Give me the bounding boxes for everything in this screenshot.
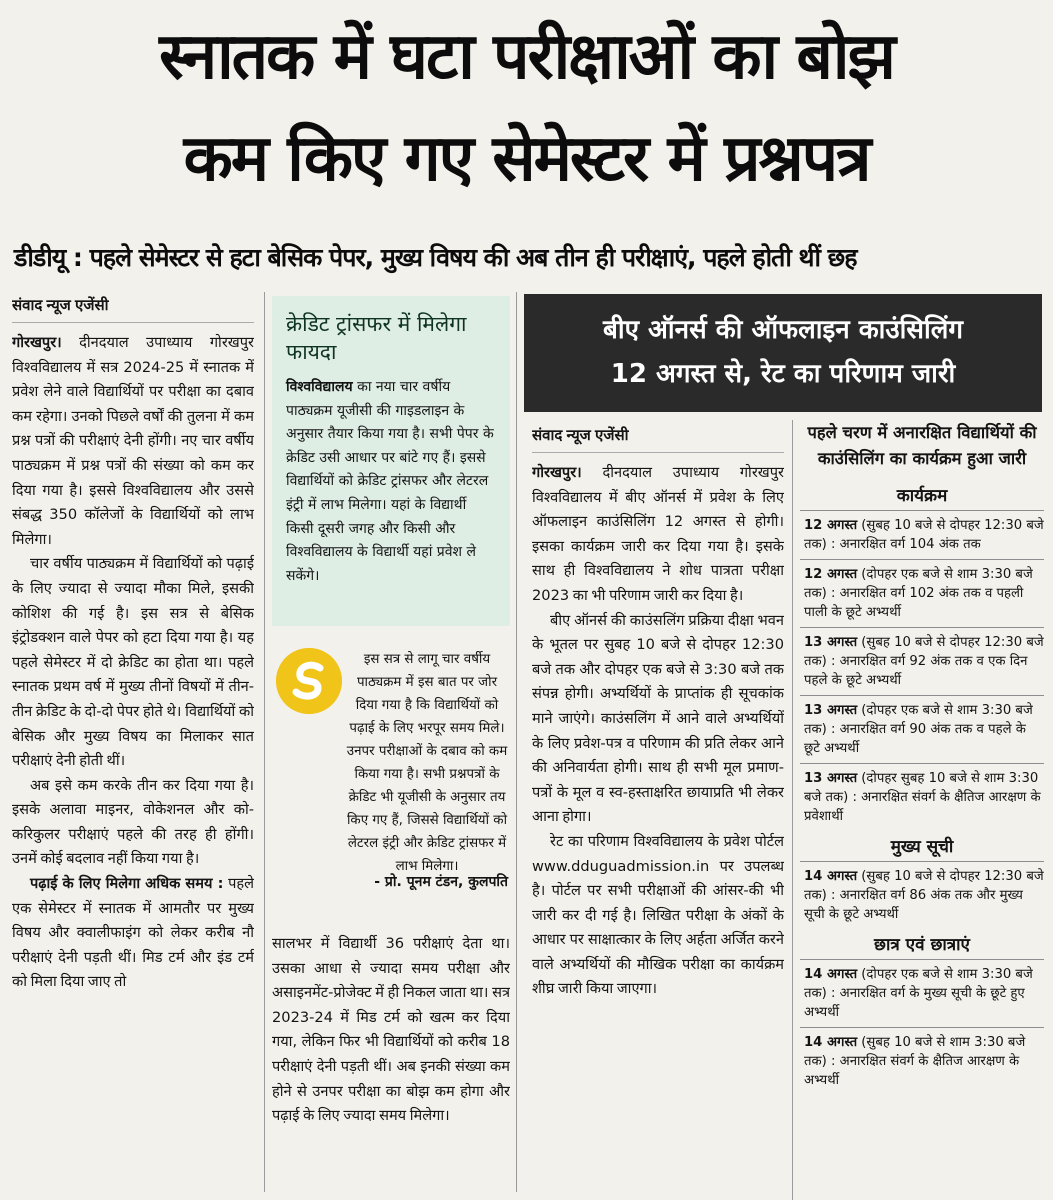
main-article-column	[12, 294, 254, 1194]
credit-transfer-box	[272, 296, 510, 626]
column-rule	[264, 292, 265, 1192]
schedule-item	[800, 559, 1044, 627]
schedule-date: 14 अगस्त	[804, 1035, 858, 1050]
dateline: गोरखपुर।	[532, 464, 582, 481]
schedule-section-main-list: मुख्य सूची	[890, 837, 954, 857]
main-paragraph-2: चार वर्षीय पाठ्यक्रम में विद्यार्थियों को पढ़ाई के लिए ज्यादा से ज्यादा मौका मिले, इसकी कोशिश की गई है। इस सत्र से बेसिक इंट्रोडक्शन वाले पेपर को हटा दिया गया है। यह पहले सेमेस्टर में दो क्रेडिट का होता था। पहले स्नातक प्रथम वर्ष में मुख्य तीनों विषयों में तीन-तीन क्रेडिट के दो-दो पेपर होते थे। विद्यार्थियों को बेसिक और मुख्य विषय का मिलाकर सात परीक्षाएं देनी होती थीं।	[12, 555, 254, 770]
schedule-list-3	[800, 959, 1044, 1095]
schedule-date: 12 अगस्त	[804, 567, 858, 582]
schedule-item	[800, 861, 1044, 929]
subsection-lead: पढ़ाई के लिए मिलेगा अधिक समय :	[30, 875, 224, 893]
column-rule	[516, 292, 517, 1192]
quote-author: - प्रो. पूनम टंडन, कुलपति	[374, 874, 508, 890]
counselling-article-column	[532, 424, 784, 1194]
schedule-text: (दोपहर एक बजे से शाम 3:30 बजे तक) : अनारक्षित वर्ग के मुख्य सूची के छूटे हुए अभ्यर्थी	[804, 967, 1033, 1020]
counselling-paragraph-2: बीए ऑनर्स की काउंसलिंग प्रक्रिया दीक्षा भवन के भूतल पर सुबह 10 बजे से दोपहर 12:30 बजे तक और दोपहर एक बजे से 3:30 बजे तक संपन्न होगी। अभ्यर्थियों के प्राप्तांक ही सूचकांक माने जाएंगे। काउंसलिंग में आने वाले अभ्यर्थियों के लिए प्रवेश-पत्र व परिणाम की प्रति लेकर आने की अनिवार्यता होगी। साथ ही सभी मूल प्रमाण-पत्रों के मूल व स्व-हस्ताक्षरित छायाप्रति भी लेकर आना होगा।	[532, 611, 784, 826]
headline-line-2: कम किए गए सेमेस्टर में प्रश्नपत्र	[183, 122, 870, 196]
schedule-text: (सुबह 10 बजे से दोपहर 12:30 बजे तक) : अनारक्षित वर्ग 104 अंक तक	[804, 518, 1044, 552]
banner-line-1: बीए ऑनर्स की ऑफलाइन काउंसिलिंग	[603, 315, 963, 345]
vc-quote	[276, 648, 508, 908]
schedule-heading: पहले चरण में अनारक्षित विद्यार्थियों की काउंसिलिंग का कार्यक्रम हुआ जारी	[807, 423, 1037, 468]
counselling-schedule	[800, 420, 1044, 1200]
column-rule	[792, 420, 793, 1200]
schedule-date: 12 अगस्त	[804, 518, 858, 533]
schedule-date: 13 अगस्त	[804, 635, 858, 650]
counselling-banner	[524, 294, 1042, 412]
schedule-section-students: छात्र एवं छात्राएं	[874, 935, 970, 955]
schedule-date: 14 अगस्त	[804, 967, 858, 982]
counselling-paragraph-3: रेट का परिणाम विश्वविद्यालय के प्रवेश पोर्टल www.dduguadmission.in पर उपलब्ध है। पोर्टल पर सभी परीक्षाओं की आंसर-की भी जारी कर दी गई है। लिखित परीक्षा के अंकों के आधार पर साक्षात्कार के लिए अर्हता अर्जित करने वाले अभ्यर्थियों की मौखिक परीक्षा का कार्यक्रम शीघ्र जारी किया जाएगा।	[532, 832, 784, 998]
headline-line-1: स्नातक में घटा परीक्षाओं का बोझ	[159, 20, 894, 94]
counselling-byline: संवाद न्यूज एजेंसी	[532, 424, 784, 453]
main-paragraph-4	[12, 872, 254, 995]
credit-box-body	[286, 376, 496, 588]
credit-box-title: क्रेडिट ट्रांसफर में मिलेगा फायदा	[286, 312, 467, 364]
schedule-list-2	[800, 861, 1044, 929]
schedule-item	[800, 510, 1044, 559]
schedule-list-1	[800, 510, 1044, 831]
schedule-section-programme: कार्यक्रम	[896, 486, 948, 506]
paragraph-text: दीनदयाल उपाध्याय गोरखपुर विश्वविद्यालय में बीए ऑनर्स में प्रवेश के लिए ऑफलाइन काउंसिलिंग 12 अगस्त से होगी। इसका कार्यक्रम जारी कर दिया गया है। इसके साथ ही विश्वविद्यालय ने शोध पात्रता परीक्षा 2023 का भी परिणाम जारी कर दिया है।	[532, 464, 784, 604]
quote-text: इस सत्र से लागू चार वर्षीय पाठ्यक्रम में इस बात पर जोर दिया गया है कि विद्यार्थियों को पढ़ाई के लिए भरपूर समय मिले। उनपर परीक्षाओं के दबाव को कम किया गया है। सभी प्रश्नपत्रों के क्रेडिट भी यूजीसी के अनुसार तय किए गए हैं, जिससे विद्यार्थियों को लेटरल इंट्री और क्रेडिट ट्रांसफर में लाभ मिलेगा।	[346, 652, 508, 874]
schedule-date: 13 अगस्त	[804, 771, 858, 786]
schedule-item	[800, 959, 1044, 1027]
schedule-date: 14 अगस्त	[804, 869, 858, 884]
schedule-text: (सुबह 10 बजे से शाम 3:30 बजे तक) : अनारक्षित संवर्ग के क्षैतिज आरक्षण के अभ्यर्थी	[804, 1035, 1026, 1088]
schedule-item	[800, 763, 1044, 831]
paragraph-text: पहले एक सेमेस्टर में स्नातक में आमतौर पर मुख्य विषय और क्वालीफाइंग को लेकर करीब नौ परीक्षाएं देनी पड़ती थीं। मिड टर्म और इंड टर्म को मिला दिया जाए तो	[12, 875, 254, 991]
schedule-item	[800, 627, 1044, 695]
schedule-text: (दोपहर सुबह 10 बजे से शाम 3:30 बजे तक) : अनारक्षित संवर्ग के क्षैतिज आरक्षण के प्रवेशार्थी	[804, 771, 1041, 824]
schedule-text: (सुबह 10 बजे से दोपहर 12:30 बजे तक) : अनारक्षित वर्ग 92 अंक तक व एक दिन पहले के छूटे अभ्यर्थी	[804, 635, 1044, 688]
schedule-text: (सुबह 10 बजे से दोपहर 12:30 बजे तक) : अनारक्षित वर्ग 86 अंक तक और मुख्य सूची के छूटे अभ्यर्थी	[804, 869, 1044, 922]
main-paragraph-1	[12, 331, 254, 552]
counselling-paragraph-1	[532, 461, 784, 609]
schedule-text: (दोपहर एक बजे से शाम 3:30 बजे तक) : अनारक्षित वर्ग 102 अंक तक व पहली पाली के छूटे अभ्यर्थी	[804, 567, 1033, 620]
main-article-continuation	[272, 932, 510, 1194]
banner-line-2: 12 अगस्त से, रेट का परिणाम जारी	[610, 359, 956, 389]
schedule-text: (दोपहर एक बजे से शाम 3:30 बजे तक) : अनारक्षित वर्ग 90 अंक तक व पहले के छूटे अभ्यर्थी	[804, 703, 1033, 756]
credit-box-lead: विश्वविद्यालय	[286, 379, 353, 395]
paragraph-text: दीनदयाल उपाध्याय गोरखपुर विश्वविद्यालय में सत्र 2024-25 में स्नातक में प्रवेश लेने वाले विद्यार्थियों पर परीक्षा का दबाव कम रहेगा। उनको पिछले वर्षों की तुलना में कम प्रश्न पत्रों की परीक्षाएं देनी होंगी। नए चार वर्षीय पाठ्यक्रम में प्रश्न पत्रों की संख्या को कम कर दिया गया है। इससे विश्वविद्यालय और उससे संबद्ध 350 कॉलेजों के विद्यार्थियों को लाभ मिलेगा।	[12, 334, 254, 548]
main-paragraph-5: सालभर में विद्यार्थी 36 परीक्षाएं देता था। उसका आधा से ज्यादा समय परीक्षा और असाइनमेंट-प्रोजेक्ट में ही निकल जाता था। सत्र 2023-24 में मिड टर्म को खत्म कर दिया गया, लेकिन फिर भी विद्यार्थियों को करीब 18 परीक्षाएं देनी पड़ती थीं। अब इनकी संख्या कम होने से उनपर परीक्षा का बोझ कम होगा और पढ़ाई के लिए ज्यादा समय मिलेगा।	[272, 935, 510, 1125]
main-paragraph-3: अब इसे कम करके तीन कर दिया गया है। इसके अलावा माइनर, वोकेशनल और को-करिकुलर परीक्षाएं पहले की तरह ही होंगी। उनमें कोई बदलाव नहीं किया गया है।	[12, 776, 254, 868]
dateline: गोरखपुर।	[12, 334, 62, 351]
credit-box-text: का नया चार वर्षीय पाठ्यक्रम यूजीसी की गाइडलाइन के अनुसार तैयार किया गया है। सभी पेपर के क्रेडिट उसी आधार पर बांटे गए हैं। इससे विद्यार्थियों को क्रेडिट ट्रांसफर और लेटरल इंट्री में लाभ मिलेगा। यहां के विद्यार्थी किसी दूसरी जगह और किसी और विश्वविद्यालय के विद्यार्थी यहां प्रवेश ले सकेंगे।	[286, 379, 494, 584]
schedule-item	[800, 695, 1044, 763]
main-byline: संवाद न्यूज एजेंसी	[12, 294, 254, 323]
subheadline: डीडीयू : पहले सेमेस्टर से हटा बेसिक पेपर, मुख्य विषय की अब तीन ही परीक्षाएं, पहले होती थीं छह	[14, 243, 857, 272]
schedule-item	[800, 1027, 1044, 1095]
schedule-date: 13 अगस्त	[804, 703, 858, 718]
